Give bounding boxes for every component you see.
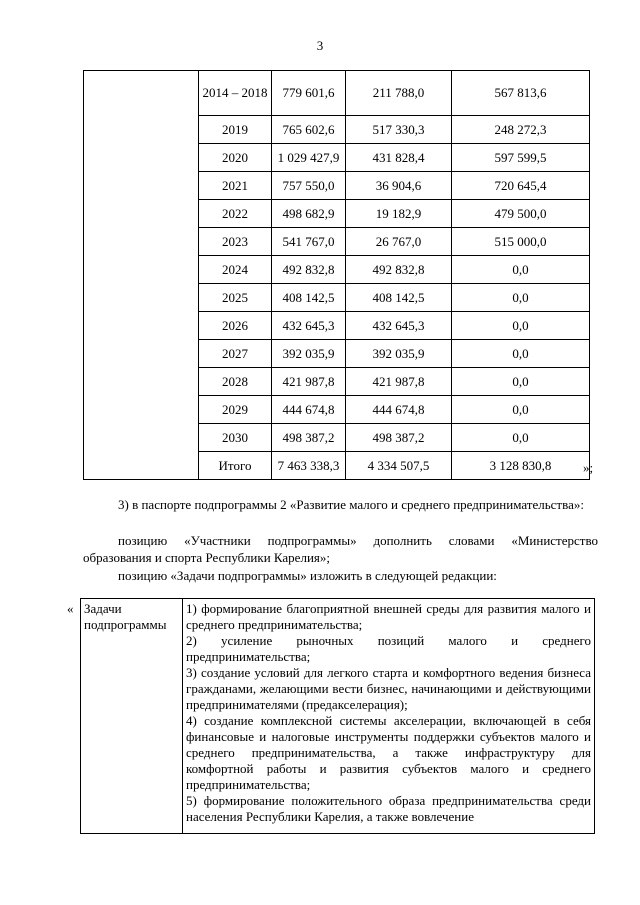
cell-year: 2019 [199, 116, 272, 144]
cell-col2: 432 645,3 [346, 312, 452, 340]
cell-total: 408 142,5 [272, 284, 346, 312]
cell-col2: 19 182,9 [346, 200, 452, 228]
finance-table-closing-mark: »; [583, 460, 594, 475]
cell-year: 2020 [199, 144, 272, 172]
cell-year: Итого [199, 452, 272, 480]
cell-col2: 498 387,2 [346, 424, 452, 452]
tasks-table-row [81, 599, 595, 834]
cell-col3: 0,0 [452, 340, 590, 368]
cell-total: 779 601,6 [272, 71, 346, 116]
finance-table [83, 70, 590, 480]
cell-total: 1 029 427,9 [272, 144, 346, 172]
cell-total: 7 463 338,3 [272, 452, 346, 480]
cell-col2: 408 142,5 [346, 284, 452, 312]
cell-col3: 3 128 830,8 [452, 452, 590, 480]
cell-total: 757 550,0 [272, 172, 346, 200]
cell-col3: 597 599,5 [452, 144, 590, 172]
tasks-table-open-mark: « [67, 601, 74, 616]
finance-table-body [84, 71, 590, 480]
cell-col3: 720 645,4 [452, 172, 590, 200]
cell-year: 2022 [199, 200, 272, 228]
cell-col2: 421 987,8 [346, 368, 452, 396]
task-item: 3) создание условий для легкого старта и комфортного ведения бизнеса гражданами, желающими вести бизнес, начинающими и действующими предпринимателями (предакселерация); [186, 665, 591, 712]
cell-col3: 0,0 [452, 396, 590, 424]
tasks-label: Задачи подпрограммы [81, 599, 183, 834]
cell-col2: 26 767,0 [346, 228, 452, 256]
finance-table-empty-cell [84, 71, 199, 480]
cell-col2: 4 334 507,5 [346, 452, 452, 480]
cell-col3: 0,0 [452, 368, 590, 396]
cell-total: 392 035,9 [272, 340, 346, 368]
cell-col2: 211 788,0 [346, 71, 452, 116]
cell-total: 432 645,3 [272, 312, 346, 340]
task-item: 1) формирование благоприятной внешней среды для развития малого и среднего предпринимательства; [186, 601, 591, 632]
cell-col3: 0,0 [452, 312, 590, 340]
cell-year: 2030 [199, 424, 272, 452]
cell-year: 2025 [199, 284, 272, 312]
cell-total: 765 602,6 [272, 116, 346, 144]
cell-col2: 431 828,4 [346, 144, 452, 172]
cell-year: 2024 [199, 256, 272, 284]
finance-table-row [84, 71, 590, 116]
cell-total: 541 767,0 [272, 228, 346, 256]
cell-year: 2028 [199, 368, 272, 396]
cell-total: 421 987,8 [272, 368, 346, 396]
cell-col2: 444 674,8 [346, 396, 452, 424]
cell-col2: 492 832,8 [346, 256, 452, 284]
paragraph-participants: позицию «Участники подпрограммы» дополнить словами «Министерство образования и спорта Республики Карелия»; [83, 533, 598, 565]
page-number: 3 [316, 38, 324, 53]
task-item: 2) усиление рыночных позиций малого и среднего предпринимательства; [186, 633, 591, 664]
paragraph-tasks-intro: позицию «Задачи подпрограммы» изложить в следующей редакции: [118, 568, 497, 583]
cell-year: 2014 – 2018 [199, 71, 272, 116]
tasks-table [80, 598, 595, 834]
cell-total: 498 387,2 [272, 424, 346, 452]
cell-col3: 567 813,6 [452, 71, 590, 116]
cell-year: 2023 [199, 228, 272, 256]
cell-col3: 0,0 [452, 424, 590, 452]
cell-total: 444 674,8 [272, 396, 346, 424]
cell-col3: 515 000,0 [452, 228, 590, 256]
paragraph-amendment-3: 3) в паспорте подпрограммы 2 «Развитие малого и среднего предпринимательства»: [118, 497, 584, 512]
task-item: 4) создание комплексной системы акселерации, включающей в себя финансовые и налоговые инструменты поддержки субъектов малого и среднего предпринимательства, а также инфраструктуру для комфортной работы и развития субъектов малого и среднего предпринимательства; [186, 713, 591, 792]
cell-col3: 0,0 [452, 256, 590, 284]
cell-total: 492 832,8 [272, 256, 346, 284]
cell-col3: 248 272,3 [452, 116, 590, 144]
cell-total: 498 682,9 [272, 200, 346, 228]
task-item: 5) формирование положительного образа предпринимательства среди населения Республики Карелия, а также вовлечение [186, 793, 591, 824]
cell-year: 2027 [199, 340, 272, 368]
cell-year: 2029 [199, 396, 272, 424]
cell-col2: 517 330,3 [346, 116, 452, 144]
tasks-content [183, 599, 595, 834]
cell-year: 2021 [199, 172, 272, 200]
cell-col3: 0,0 [452, 284, 590, 312]
cell-col2: 392 035,9 [346, 340, 452, 368]
cell-year: 2026 [199, 312, 272, 340]
cell-col3: 479 500,0 [452, 200, 590, 228]
cell-col2: 36 904,6 [346, 172, 452, 200]
